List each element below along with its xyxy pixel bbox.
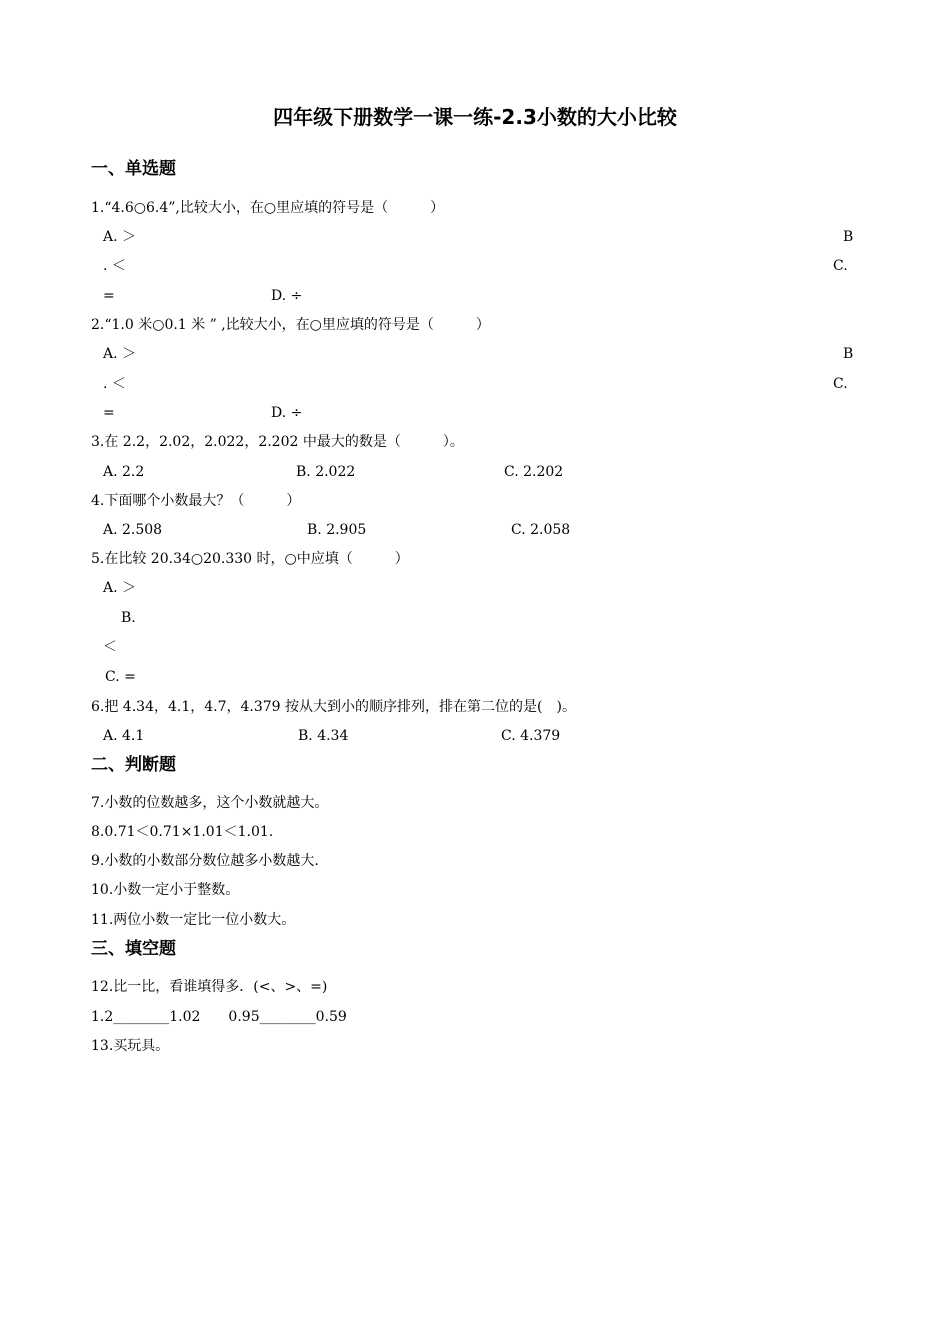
section-heading-single-choice: 一、单选题 (91, 159, 176, 179)
question-1-option-d: D. ÷ (271, 288, 303, 304)
question-3-option-a: A. 2.2 (103, 464, 145, 480)
question-13-stem: 13.买玩具。 (91, 1038, 170, 1054)
question-6-option-a: A. 4.1 (103, 728, 145, 744)
question-5-stem: 5.在比较 20.34○20.330 时，○中应填（ ） (91, 551, 409, 567)
question-1-option-a: A. ＞ (103, 229, 137, 245)
question-4-option-c: C. 2.058 (511, 522, 571, 538)
question-11: 11.两位小数一定比一位小数大。 (91, 912, 296, 928)
section-heading-true-false: 二、判断题 (91, 755, 176, 775)
question-1-option-c-marker: C. (833, 258, 848, 274)
question-3-stem: 3.在 2.2，2.02，2.022，2.202 中最大的数是（ ）。 (91, 434, 464, 450)
question-9: 9.小数的小数部分数位越多小数越大. (91, 853, 319, 869)
question-1-option-c-text: = (103, 288, 115, 304)
question-1-option-b-marker: B (843, 229, 854, 245)
question-2-option-d: D. ÷ (271, 405, 303, 421)
question-5-option-c: C. = (105, 669, 136, 685)
question-4-stem: 4.下面哪个小数最大？（ ） (91, 493, 301, 509)
question-5-option-a: A. ＞ (103, 580, 137, 596)
question-12-stem: 12.比一比，看谁填得多．(<、>、=) (91, 979, 328, 995)
question-2-option-b-marker: B (843, 346, 854, 362)
question-6-option-c: C. 4.379 (501, 728, 561, 744)
question-3-option-c: C. 2.202 (504, 464, 564, 480)
section-heading-fill-in: 三、填空题 (91, 939, 176, 959)
question-2-option-c-text: = (103, 405, 115, 421)
question-1-stem: 1.“4.6○6.4”,比较大小，在○里应填的符号是（ ） (91, 200, 445, 216)
question-1-option-b-text: . ＜ (103, 258, 126, 274)
page-title: 四年级下册数学一课一练-2.3小数的大小比较 (273, 105, 677, 129)
question-12-blanks: 1.2________1.02 0.95________0.59 (91, 1009, 347, 1025)
question-2-stem: 2.“1.0 米○0.1 米 ” ,比较大小，在○里应填的符号是（ ） (91, 317, 490, 333)
question-6-stem: 6.把 4.34，4.1，4.7，4.379 按从大到小的顺序排列，排在第二位的是( )。 (91, 699, 576, 715)
question-4-option-b: B. 2.905 (307, 522, 367, 538)
question-4-option-a: A. 2.508 (103, 522, 163, 538)
question-2-option-c-marker: C. (833, 376, 848, 392)
question-5-option-b-marker: B. (121, 610, 136, 626)
question-5-option-b-text: ＜ (103, 639, 117, 655)
question-3-option-b: B. 2.022 (296, 464, 356, 480)
question-6-option-b: B. 4.34 (298, 728, 349, 744)
question-10: 10.小数一定小于整数。 (91, 882, 240, 898)
question-2-option-a: A. ＞ (103, 346, 137, 362)
question-8: 8.0.71＜0.71×1.01＜1.01. (91, 824, 274, 840)
question-2-option-b-text: . ＜ (103, 376, 126, 392)
question-7: 7.小数的位数越多，这个小数就越大。 (91, 795, 329, 811)
